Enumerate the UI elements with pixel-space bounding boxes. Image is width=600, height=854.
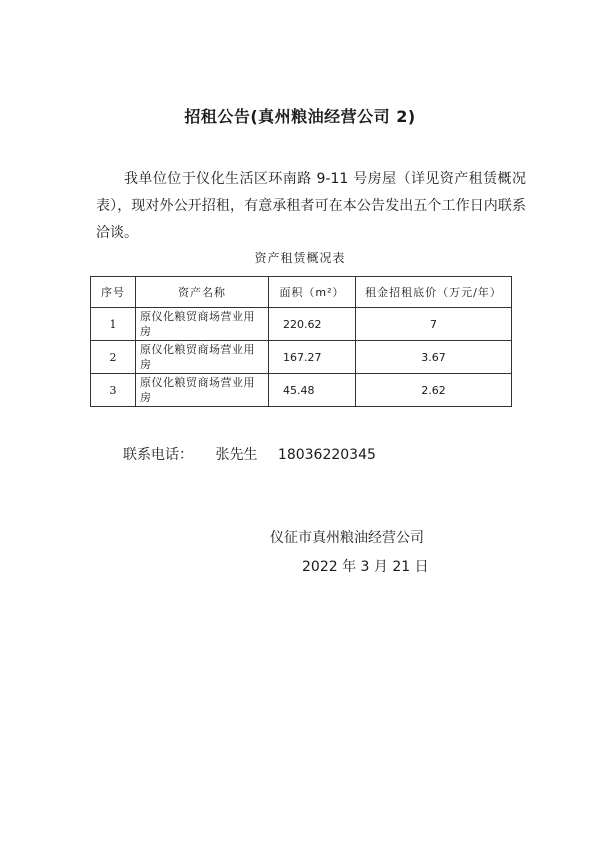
contact-line: [123, 444, 376, 464]
contact-label: 联系电话：: [123, 447, 193, 463]
table-row: [91, 308, 512, 341]
table-header-row: [91, 277, 512, 308]
signature-date: 2022 年 3 月 21 日: [302, 559, 429, 575]
row-area: 45.48: [269, 374, 356, 407]
header-no: 序号: [91, 277, 136, 308]
notice-title: 招租公告(真州粮油经营公司 2): [184, 107, 416, 126]
contact-phone: 18036220345: [277, 447, 376, 463]
row-price: 3.67: [356, 341, 512, 374]
row-area: 220.62: [269, 308, 356, 341]
table-row: [91, 374, 512, 407]
asset-lease-table: [90, 276, 512, 407]
signature-org: 仪征市真州粮油经营公司: [270, 530, 424, 546]
header-area: 面积（m²）: [269, 277, 356, 308]
row-asset-name: 原仪化粮贸商场营业用房: [136, 308, 269, 341]
row-asset-name: 原仪化粮贸商场营业用房: [136, 341, 269, 374]
contact-person: 张先生: [215, 447, 258, 463]
row-no: 1: [91, 308, 136, 341]
header-price: 租金招租底价（万元/年）: [356, 277, 512, 308]
table-row: [91, 341, 512, 374]
row-asset-name: 原仪化粮贸商场营业用房: [136, 374, 269, 407]
table-title: 资产租赁概况表: [254, 251, 346, 265]
row-price: 7: [356, 308, 512, 341]
row-no: 3: [91, 374, 136, 407]
row-no: 2: [91, 341, 136, 374]
header-asset-name: 资产名称: [136, 277, 269, 308]
notice-body: 我单位位于仪化生活区环南路 9-11 号房屋（详见资产租赁概况表），现对外公开招租，有意承租者可在本公告发出五个工作日内联系洽谈。: [96, 171, 526, 241]
row-price: 2.62: [356, 374, 512, 407]
row-area: 167.27: [269, 341, 356, 374]
